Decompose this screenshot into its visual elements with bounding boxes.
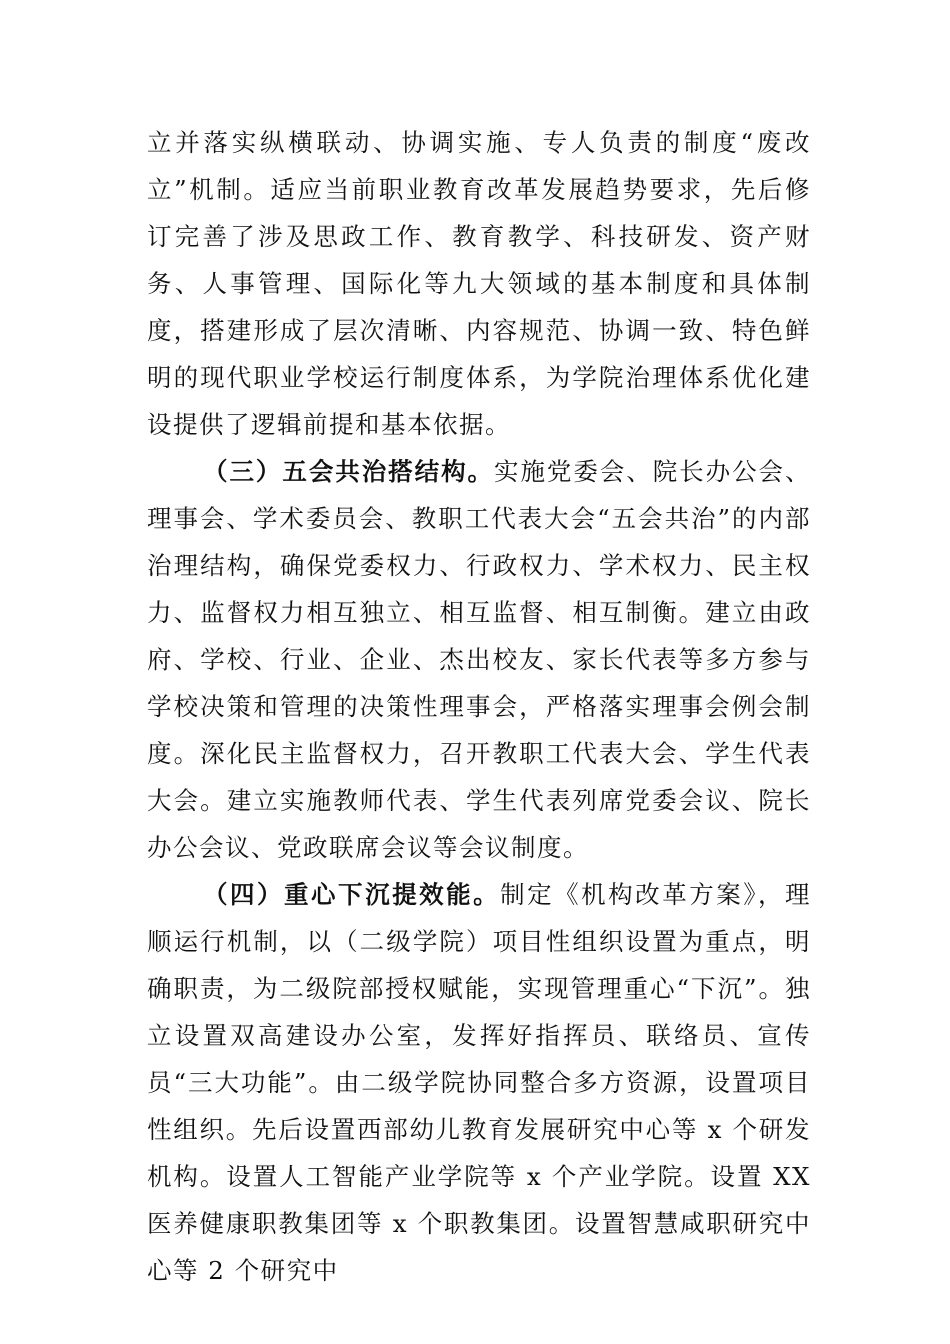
paragraph-five-councils [147, 448, 811, 871]
paragraph-system-reform: 立并落实纵横联动、协调实施、专人负责的制度“废改立”机制。适应当前职业教育改革发展趋势要求，先后修订完善了涉及思政工作、教育教学、科技研发、资产财务、人事管理、国际化等九大领域的基本制度和具体制度，搭建形成了层次清晰、内容规范、协调一致、特色鲜明的现代职业学校运行制度体系，为学院治理体系优化建设提供了逻辑前提和基本依据。 [147, 128, 811, 439]
section-body-three: 实施党委会、院长办公会、理事会、学术委员会、教职工代表大会“五会共治”的内部治理结构，确保党委权力、行政权力、学术权力、民主权力、监督权力相互独立、相互监督、相互制衡。建立由政府、学校、行业、企业、杰出校友、家长代表等多方参与学校决策和管理的决策性理事会，严格落实理事会例会制度。深化民主监督权力，召开教职工代表大会、学生代表大会。建立实施教师代表、学生代表列席党委会议、院长办公会议、党政联席会议等会议制度。 [147, 457, 811, 862]
section-heading-four: （四）重心下沉提效能。 [203, 880, 501, 909]
paragraph-decentralization [147, 871, 811, 1294]
section-body-four: 制定《机构改革方案》，理顺运行机制，以（二级学院）项目性组织设置为重点，明确职责，为二级院部授权赋能，实现管理重心“下沉”。独立设置双高建设办公室，发挥好指挥员、联络员、宣传员“三大功能”。由二级学院协同整合多方资源，设置项目性组织。先后设置西部幼儿教育发展研究中心等 x 个研发机构。设置人工智能产业学院等 x 个产业学院。设置 XX 医养健康职教集团等 x 个职教集团。设置智慧咸职研究中心等 2 个研究中 [147, 880, 811, 1285]
document-body [147, 119, 811, 1294]
section-heading-three: （三）五会共治搭结构。 [203, 457, 494, 486]
